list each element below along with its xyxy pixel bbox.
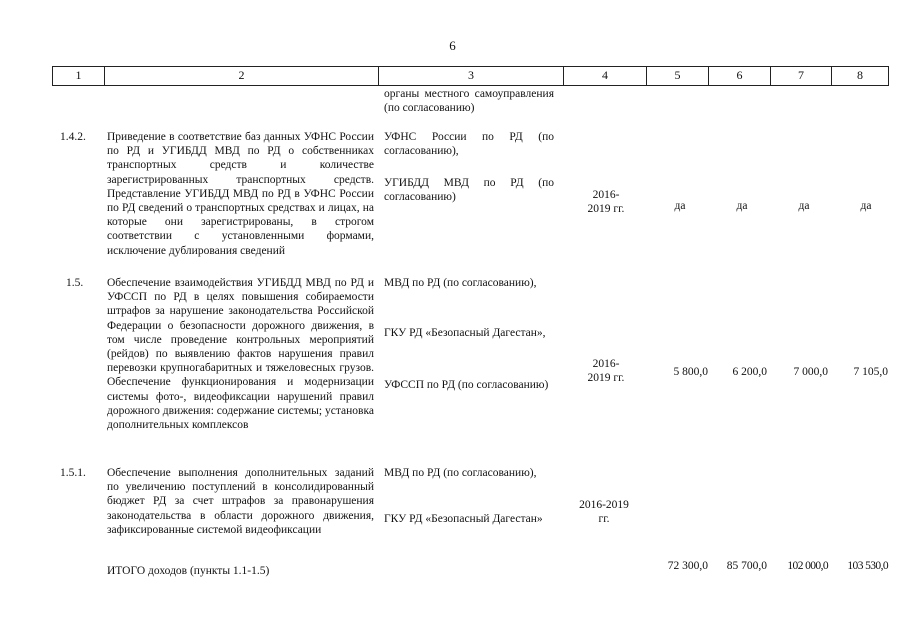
row-value-2018: 7 000,0 (793, 366, 828, 378)
row-title: Обеспечение взаимодействия УГИБДД МВД по РД и УФССП по РД в целях повышения собираемости штрафов за нарушение законодательства Российской Федерации о безопасности дорожного движения, в том числе проведение контрольных мероприятий (рейдов) по выявлению фактов нарушения правил перевозки крупногабаритных и тяжеловесных грузов. Обеспечение функционирования и модернизации системы фото-, видеофиксации нарушений правил дорожного движения: содержание системы; установка дополнительных комплексов (107, 277, 374, 432)
row-value-2017: да (736, 200, 748, 212)
total-value-2018: 102 000,0 (787, 560, 828, 572)
header-col-3: 3 (379, 67, 564, 85)
page-number: 6 (449, 38, 456, 53)
header-col-7: 7 (771, 67, 832, 85)
row-value-2016: 5 800,0 (673, 366, 708, 378)
row-executor: УФССП по РД (по согласованию) (384, 379, 549, 391)
row-period: 2016- 2019 гг. (587, 189, 625, 216)
row-id: 1.5.1. (60, 467, 86, 479)
row-title: Обеспечение выполнения дополнительных заданий по увеличению поступлений в консолидированный бюджет РД за счет штрафов за правонарушения законодательства в области дорожного движения, зафиксированные системой видеофиксации (107, 467, 374, 536)
total-label: ИТОГО доходов (пункты 1.1-1.5) (107, 565, 270, 577)
row-executor: МВД по РД (по согласованию), (384, 467, 537, 479)
table-header-row (52, 66, 889, 86)
row-value-2019: да (860, 200, 872, 212)
row-executor: МВД по РД (по согласованию), (384, 277, 537, 289)
header-col-5: 5 (647, 67, 709, 85)
row-executor: УФНС России по РД (по согласованию), (384, 131, 554, 158)
row-id: 1.4.2. (60, 131, 86, 143)
row-period: 2016- 2019 гг. (587, 358, 625, 385)
total-value-2017: 85 700,0 (726, 560, 767, 572)
total-value-2019: 103 530,0 (847, 560, 888, 572)
row-executor: ГКУ РД «Безопасный Дагестан», (384, 327, 546, 339)
row-title: Приведение в соответствие баз данных УФНС России по РД и УГИБДД МВД по РД о собственниках транспортных средств и количестве зарегистрированных транспортных средств. Представление УГИБДД МВД по РД в УФНС России по РД сведений о транспортных средствах и лицах, на которые они зарегистрированы, в строгом соответствии с установленными формами, исключение дублирования сведений (107, 131, 374, 257)
continued-executor: органы местного самоуправления (по согласованию) (384, 88, 554, 115)
row-value-2016: да (674, 200, 686, 212)
row-value-2019: 7 105,0 (853, 366, 888, 378)
header-col-4: 4 (564, 67, 647, 85)
row-executor: ГКУ РД «Безопасный Дагестан» (384, 513, 543, 525)
row-id: 1.5. (66, 277, 84, 289)
header-col-6: 6 (709, 67, 771, 85)
row-executor: УГИБДД МВД по РД (по согласованию) (384, 177, 554, 204)
total-value-2016: 72 300,0 (667, 560, 708, 572)
header-col-8: 8 (832, 67, 889, 85)
row-value-2017: 6 200,0 (732, 366, 767, 378)
header-col-1: 1 (53, 67, 105, 85)
header-col-2: 2 (105, 67, 379, 85)
row-value-2018: да (798, 200, 810, 212)
row-period: 2016-2019 гг. (579, 499, 629, 526)
